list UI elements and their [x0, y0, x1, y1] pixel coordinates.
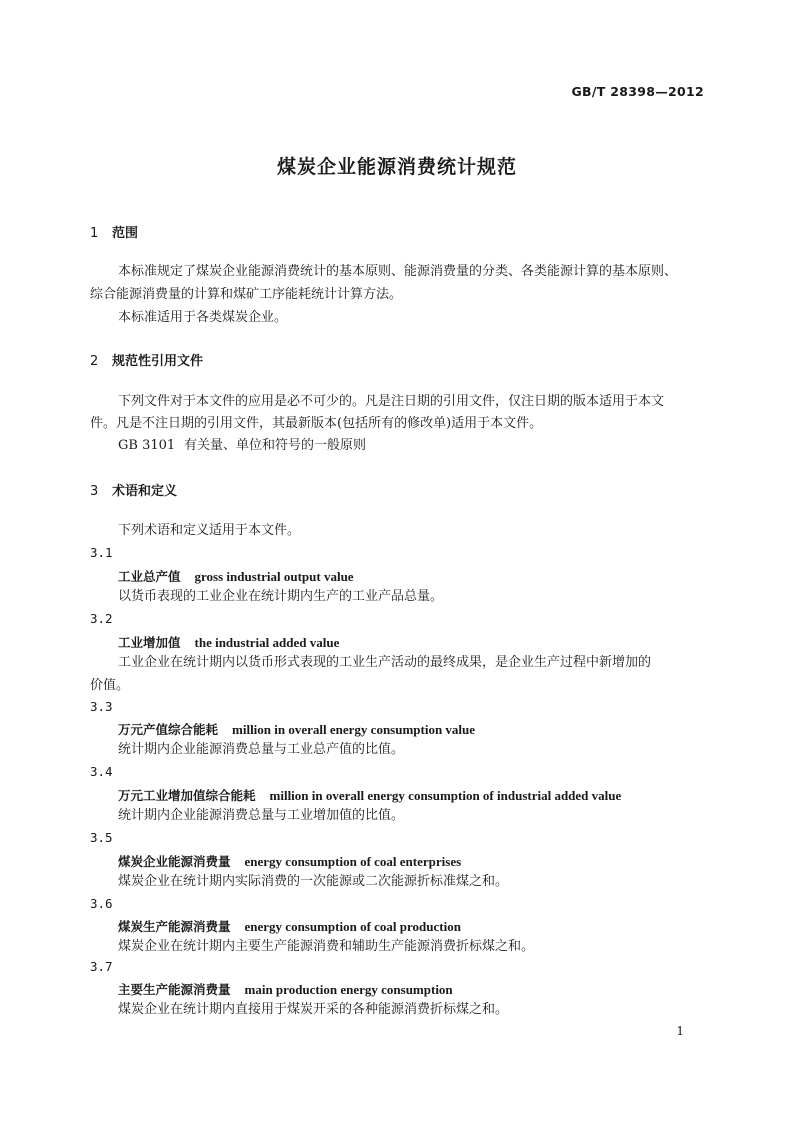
- term-definition-line: 工业企业在统计期内以货币形式表现的工业生产活动的最终成果，是企业生产过程中新增加的: [118, 655, 652, 670]
- term-number: 3.4: [90, 764, 113, 779]
- term-english: the industrial added value: [194, 635, 340, 650]
- section-1-heading: [90, 222, 138, 241]
- section-1-paragraph: 本标准适用于各类煤炭企业。: [118, 310, 288, 325]
- term-chinese: 万元产值综合能耗: [118, 722, 219, 737]
- reference-code: GB 3101: [118, 438, 176, 453]
- term-number: 3.1: [90, 545, 113, 560]
- section-number: 3: [90, 484, 99, 499]
- section-1-paragraph-line: 综合能源消费量的计算和煤矿工序能耗统计计算方法。: [90, 287, 403, 302]
- term-definition: 统计期内企业能源消费总量与工业增加值的比值。: [118, 808, 405, 823]
- term-definition: 煤炭企业在统计期内直接用于煤炭开采的各种能源消费折标煤之和。: [118, 1002, 509, 1017]
- term-chinese: 工业增加值: [118, 635, 181, 650]
- section-title: 术语和定义: [112, 484, 178, 499]
- term-definition-line: 价值。: [90, 678, 130, 693]
- term-chinese: 煤炭生产能源消费量: [118, 919, 231, 934]
- term-english: main production energy consumption: [244, 982, 453, 997]
- term-chinese: 万元工业增加值综合能耗: [118, 788, 256, 803]
- document-title: 煤炭企业能源消费统计规范: [276, 156, 517, 178]
- term-heading: [118, 917, 461, 935]
- term-number: 3.2: [90, 611, 113, 626]
- page-number: 1: [676, 1024, 684, 1038]
- section-title: 范围: [112, 226, 139, 241]
- section-number: 2: [90, 354, 99, 369]
- term-english: gross industrial output value: [194, 569, 354, 584]
- section-1-paragraph-line: 本标准规定了煤炭企业能源消费统计的基本原则、能源消费量的分类、各类能源计算的基本原则、: [118, 264, 678, 279]
- standard-code: GB/T 28398—2012: [571, 84, 704, 99]
- term-english: million in overall energy consumption of industrial added value: [269, 788, 622, 803]
- section-3-intro: 下列术语和定义适用于本文件。: [118, 523, 301, 538]
- section-2-paragraph-line: 下列文件对于本文件的应用是必不可少的。凡是注日期的引用文件，仅注日期的版本适用于本文: [118, 394, 665, 409]
- term-definition: 煤炭企业在统计期内实际消费的一次能源或二次能源折标准煤之和。: [118, 874, 509, 889]
- reference-title: 有关量、单位和符号的一般原则: [184, 438, 367, 453]
- section-number: 1: [90, 226, 99, 241]
- section-3-heading: [90, 480, 177, 499]
- term-heading: [118, 786, 621, 804]
- term-number: 3.7: [90, 959, 113, 974]
- section-2-heading: [90, 350, 203, 369]
- term-chinese: 工业总产值: [118, 569, 181, 584]
- term-definition: 统计期内企业能源消费总量与工业总产值的比值。: [118, 742, 405, 757]
- term-english: energy consumption of coal enterprises: [244, 854, 462, 869]
- section-2-paragraph-line: 件。凡是不注日期的引用文件，其最新版本(包括所有的修改单)适用于本文件。: [90, 416, 543, 431]
- term-heading: [118, 720, 475, 738]
- term-chinese: 煤炭企业能源消费量: [118, 854, 231, 869]
- term-number: 3.5: [90, 830, 113, 845]
- term-number: 3.3: [90, 699, 113, 714]
- term-english: energy consumption of coal production: [244, 919, 461, 934]
- normative-reference: [118, 436, 366, 456]
- section-title: 规范性引用文件: [112, 354, 204, 369]
- term-heading: [118, 633, 339, 651]
- term-definition: 煤炭企业在统计期内主要生产能源消费和辅助生产能源消费折标煤之和。: [118, 939, 535, 954]
- term-number: 3.6: [90, 896, 113, 911]
- term-english: million in overall energy consumption value: [232, 722, 476, 737]
- term-heading: [118, 567, 354, 585]
- term-heading: [118, 852, 461, 870]
- term-definition: 以货币表现的工业企业在统计期内生产的工业产品总量。: [118, 589, 444, 604]
- term-chinese: 主要生产能源消费量: [118, 982, 231, 997]
- term-heading: [118, 980, 453, 998]
